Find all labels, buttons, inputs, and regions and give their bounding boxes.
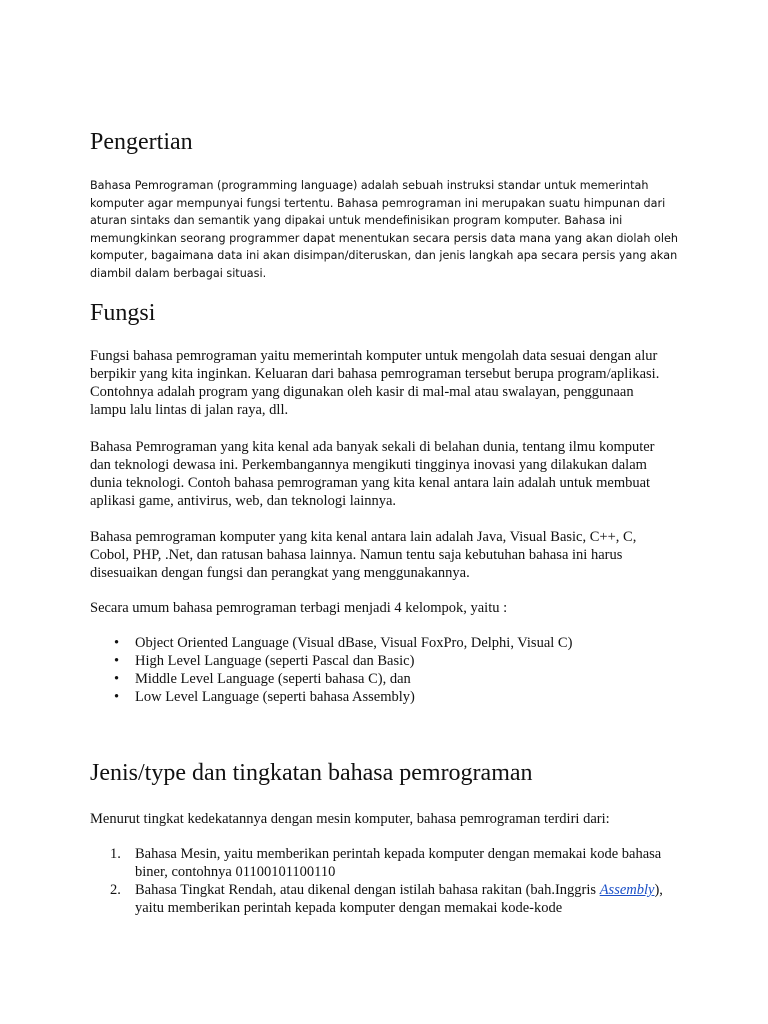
list-number: 2. (110, 882, 121, 898)
list-item-text-after: ), yaitu memberikan perintah kepada komputer dengan memakai kode-kode (135, 882, 663, 916)
paragraph-fungsi-1: Fungsi bahasa pemrograman yaitu memerintah komputer untuk mengolah data sesuai dengan alur berpikir yang kita inginkan. Keluaran dari bahasa pemrograman tersebut berupa program/aplikasi. Contohnya adalah program yang digunakan oleh kasir di mal-mal atau swalayan, penggunaan lampu lalu lintas di jalan raya, dll. (90, 348, 660, 418)
paragraph-fungsi-3: Bahasa pemrograman komputer yang kita kenal antara lain adalah Java, Visual Basic, C++, C, Cobol, PHP, .Net, dan ratusan bahasa lainnya. Namun tentu saja kebutuhan bahasa ini harus disesuaikan dengan fungsi dan perangkat yang menggunakannya. (90, 529, 637, 581)
assembly-link[interactable]: Assembly (599, 882, 655, 898)
list-item (90, 881, 670, 917)
list-item-text: High Level Language (seperti Pascal dan Basic) (135, 653, 415, 669)
bullet-icon: • (114, 671, 120, 687)
list-item-text: Middle Level Language (seperti bahasa C), dan (135, 671, 411, 687)
list-item-text: Bahasa Mesin, yaitu memberikan perintah kepada komputer dengan memakai kode bahasa biner, contohnya 01100101100110 (135, 846, 662, 880)
list-number: 1. (110, 846, 121, 862)
list-item (90, 670, 572, 688)
list-item-text-before: Bahasa Tingkat Rendah, atau dikenal dengan istilah bahasa rakitan (bah.Inggris (135, 882, 600, 898)
paragraph-fungsi-4: Secara umum bahasa pemrograman terbagi menjadi 4 kelompok, yaitu : (90, 600, 508, 616)
language-group-list (90, 634, 572, 706)
bullet-icon: • (114, 653, 120, 669)
bullet-icon: • (114, 635, 120, 651)
paragraph-pengertian: Bahasa Pemrograman (programming language) adalah sebuah instruksi standar untuk memerintah komputer agar mempunyai fungsi tertentu. Bahasa pemrograman ini merupakan suatu himpunan dari aturan sintaks dan semantik yang dipakai untuk mendefinisikan program komputer. Bahasa ini memungkinkan seorang programmer dapat menentukan secara persis data mana yang akan diolah oleh komputer, bagaimana data ini akan disimpan/diteruskan, dan jenis langkah apa secara persis yang akan diambil dalam berbagai situasi. (90, 179, 678, 280)
list-item (90, 845, 670, 881)
bullet-icon: • (114, 689, 120, 705)
list-item-text: Low Level Language (seperti bahasa Assembly) (135, 689, 415, 705)
language-level-list (90, 845, 670, 917)
heading-jenis-tingkatan: Jenis/type dan tingkatan bahasa pemrograman (90, 760, 533, 786)
paragraph-fungsi-2: Bahasa Pemrograman yang kita kenal ada banyak sekali di belahan dunia, tentang ilmu komputer dan teknologi dewasa ini. Perkembangannya mengikuti tingginya inovasi yang dilakukan dalam dunia teknologi. Contoh bahasa pemrograman yang kita kenal antara lain adalah untuk membuat aplikasi game, antivirus, web, dan teknologi lainnya. (90, 439, 655, 509)
list-item (90, 652, 572, 670)
list-item (90, 688, 572, 706)
heading-fungsi: Fungsi (90, 300, 156, 326)
list-item (90, 634, 572, 652)
paragraph-jenis-intro: Menurut tingkat kedekatannya dengan mesin komputer, bahasa pemrograman terdiri dari: (90, 811, 610, 827)
heading-pengertian: Pengertian (90, 129, 193, 155)
list-item-text: Object Oriented Language (Visual dBase, Visual FoxPro, Delphi, Visual C) (135, 635, 573, 651)
